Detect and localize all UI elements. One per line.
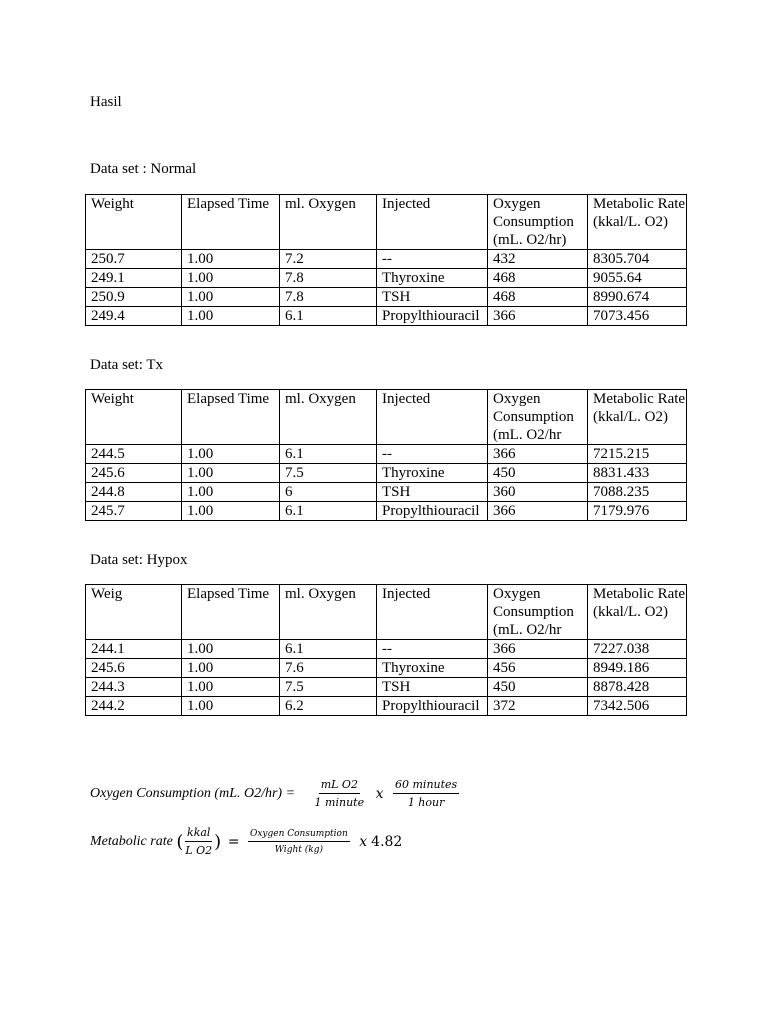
dataset-label-tx: Data set: Tx [90, 357, 164, 373]
cell-metabolic-rate: 9055.64 [588, 269, 687, 288]
cell-injected: Thyroxine [377, 659, 488, 678]
table-header-row [86, 195, 687, 250]
formula-lhs: Metabolic rate [90, 834, 173, 850]
cell-ml-oxygen: 7.8 [280, 288, 377, 307]
cell-injected: -- [377, 640, 488, 659]
cell-weight: 244.1 [86, 640, 182, 659]
cell-oxygen-consumption: 450 [488, 464, 588, 483]
header-injected: Injected [377, 585, 488, 640]
dataset-label-hypox: Data set: Hypox [90, 552, 188, 568]
cell-elapsed-time: 1.00 [182, 483, 280, 502]
cell-oxygen-consumption: 372 [488, 697, 588, 716]
header-metabolic-rate: Metabolic Rate (kkal/L. O2) [588, 195, 687, 250]
cell-elapsed-time: 1.00 [182, 678, 280, 697]
equals-symbol: = [227, 834, 240, 850]
table-row [86, 445, 687, 464]
header-ml-oxygen: ml. Oxygen [280, 585, 377, 640]
header-weight: Weight [86, 390, 182, 445]
table-hypox [85, 584, 687, 716]
cell-oxygen-consumption: 366 [488, 502, 588, 521]
cell-ml-oxygen: 7.2 [280, 250, 377, 269]
metabolic-factor: 4.82 [371, 834, 403, 850]
cell-elapsed-time: 1.00 [182, 697, 280, 716]
header-injected: Injected [377, 195, 488, 250]
header-weight: Weight [86, 195, 182, 250]
fraction-numerator: mL O2 [319, 778, 360, 794]
oxygen-consumption-formula [90, 778, 461, 810]
cell-metabolic-rate: 7088.235 [588, 483, 687, 502]
cell-injected: TSH [377, 483, 488, 502]
table-row [86, 464, 687, 483]
cell-ml-oxygen: 6 [280, 483, 377, 502]
cell-oxygen-consumption: 366 [488, 640, 588, 659]
fraction-numerator: kkal [185, 826, 212, 842]
header-ml-oxygen: ml. Oxygen [280, 195, 377, 250]
cell-injected: TSH [377, 288, 488, 307]
dataset-label-normal: Data set : Normal [90, 161, 197, 177]
cell-metabolic-rate: 8878.428 [588, 678, 687, 697]
cell-injected: Thyroxine [377, 464, 488, 483]
multiply-symbol: x [359, 834, 368, 850]
table-normal [85, 194, 687, 326]
cell-metabolic-rate: 7227.038 [588, 640, 687, 659]
table-row [86, 269, 687, 288]
cell-ml-oxygen: 7.6 [280, 659, 377, 678]
cell-elapsed-time: 1.00 [182, 464, 280, 483]
cell-ml-oxygen: 6.1 [280, 307, 377, 326]
table-row [86, 697, 687, 716]
cell-metabolic-rate: 8305.704 [588, 250, 687, 269]
cell-weight: 244.8 [86, 483, 182, 502]
cell-injected: TSH [377, 678, 488, 697]
cell-weight: 245.7 [86, 502, 182, 521]
cell-weight: 250.9 [86, 288, 182, 307]
cell-oxygen-consumption: 360 [488, 483, 588, 502]
table-header-row [86, 585, 687, 640]
header-oxygen-consumption: Oxygen Consumption (mL. O2/hr [488, 390, 588, 445]
cell-elapsed-time: 1.00 [182, 502, 280, 521]
cell-oxygen-consumption: 432 [488, 250, 588, 269]
header-injected: Injected [377, 390, 488, 445]
header-ml-oxygen: ml. Oxygen [280, 390, 377, 445]
cell-elapsed-time: 1.00 [182, 269, 280, 288]
header-elapsed-time: Elapsed Time [182, 195, 280, 250]
cell-elapsed-time: 1.00 [182, 445, 280, 464]
fraction-numerator: Oxygen Consumption [248, 828, 350, 842]
cell-weight: 245.6 [86, 659, 182, 678]
cell-ml-oxygen: 7.8 [280, 269, 377, 288]
cell-ml-oxygen: 7.5 [280, 678, 377, 697]
cell-metabolic-rate: 7179.976 [588, 502, 687, 521]
metabolic-rate-formula [90, 826, 405, 858]
fraction-ml-per-minute [313, 778, 367, 810]
table-row [86, 678, 687, 697]
close-paren: ) [214, 831, 222, 853]
table-row [86, 288, 687, 307]
table-row [86, 659, 687, 678]
header-weight: Weig [86, 585, 182, 640]
cell-weight: 244.3 [86, 678, 182, 697]
cell-ml-oxygen: 6.1 [280, 445, 377, 464]
table-row [86, 307, 687, 326]
cell-oxygen-consumption: 468 [488, 269, 588, 288]
header-oxygen-consumption: Oxygen Consumption (mL. O2/hr [488, 585, 588, 640]
table-row [86, 483, 687, 502]
cell-ml-oxygen: 6.1 [280, 640, 377, 659]
cell-weight: 250.7 [86, 250, 182, 269]
fraction-kkal-per-liter [183, 826, 214, 858]
cell-metabolic-rate: 8949.186 [588, 659, 687, 678]
table-row [86, 640, 687, 659]
header-elapsed-time: Elapsed Time [182, 390, 280, 445]
header-elapsed-time: Elapsed Time [182, 585, 280, 640]
table-tx [85, 389, 687, 521]
table-row [86, 502, 687, 521]
cell-metabolic-rate: 7073.456 [588, 307, 687, 326]
cell-oxygen-consumption: 468 [488, 288, 588, 307]
header-metabolic-rate: Metabolic Rate (kkal/L. O2) [588, 585, 687, 640]
fraction-denominator: Wight (kg) [274, 845, 323, 855]
cell-elapsed-time: 1.00 [182, 288, 280, 307]
header-metabolic-rate: Metabolic Rate (kkal/L. O2) [588, 390, 687, 445]
cell-ml-oxygen: 6.1 [280, 502, 377, 521]
fraction-denominator: 1 minute [314, 796, 365, 809]
cell-oxygen-consumption: 450 [488, 678, 588, 697]
cell-elapsed-time: 1.00 [182, 307, 280, 326]
cell-ml-oxygen: 6.2 [280, 697, 377, 716]
formula-lhs: Oxygen Consumption (mL. O2/hr) = [90, 786, 296, 802]
cell-metabolic-rate: 7342.506 [588, 697, 687, 716]
cell-weight: 244.2 [86, 697, 182, 716]
cell-injected: -- [377, 445, 488, 464]
fraction-consumption-per-weight [248, 828, 350, 856]
header-oxygen-consumption: Oxygen Consumption (mL. O2/hr) [488, 195, 588, 250]
cell-metabolic-rate: 8990.674 [588, 288, 687, 307]
cell-oxygen-consumption: 456 [488, 659, 588, 678]
cell-elapsed-time: 1.00 [182, 640, 280, 659]
multiply-symbol: x [375, 786, 384, 802]
cell-metabolic-rate: 8831.433 [588, 464, 687, 483]
cell-weight: 245.6 [86, 464, 182, 483]
cell-elapsed-time: 1.00 [182, 250, 280, 269]
fraction-denominator: L O2 [185, 844, 213, 857]
cell-weight: 249.4 [86, 307, 182, 326]
fraction-numerator: 60 minutes [393, 778, 459, 794]
cell-injected: Thyroxine [377, 269, 488, 288]
cell-elapsed-time: 1.00 [182, 659, 280, 678]
table-header-row [86, 390, 687, 445]
cell-weight: 244.5 [86, 445, 182, 464]
cell-oxygen-consumption: 366 [488, 307, 588, 326]
cell-injected: -- [377, 250, 488, 269]
cell-oxygen-consumption: 366 [488, 445, 588, 464]
cell-ml-oxygen: 7.5 [280, 464, 377, 483]
cell-injected: Propylthiouracil [377, 697, 488, 716]
cell-weight: 249.1 [86, 269, 182, 288]
fraction-denominator: 1 hour [407, 796, 445, 809]
open-paren: ( [176, 831, 184, 853]
fraction-minutes-per-hour [393, 778, 459, 810]
cell-injected: Propylthiouracil [377, 502, 488, 521]
table-row [86, 250, 687, 269]
page-title: Hasil [90, 94, 122, 110]
cell-metabolic-rate: 7215.215 [588, 445, 687, 464]
cell-injected: Propylthiouracil [377, 307, 488, 326]
